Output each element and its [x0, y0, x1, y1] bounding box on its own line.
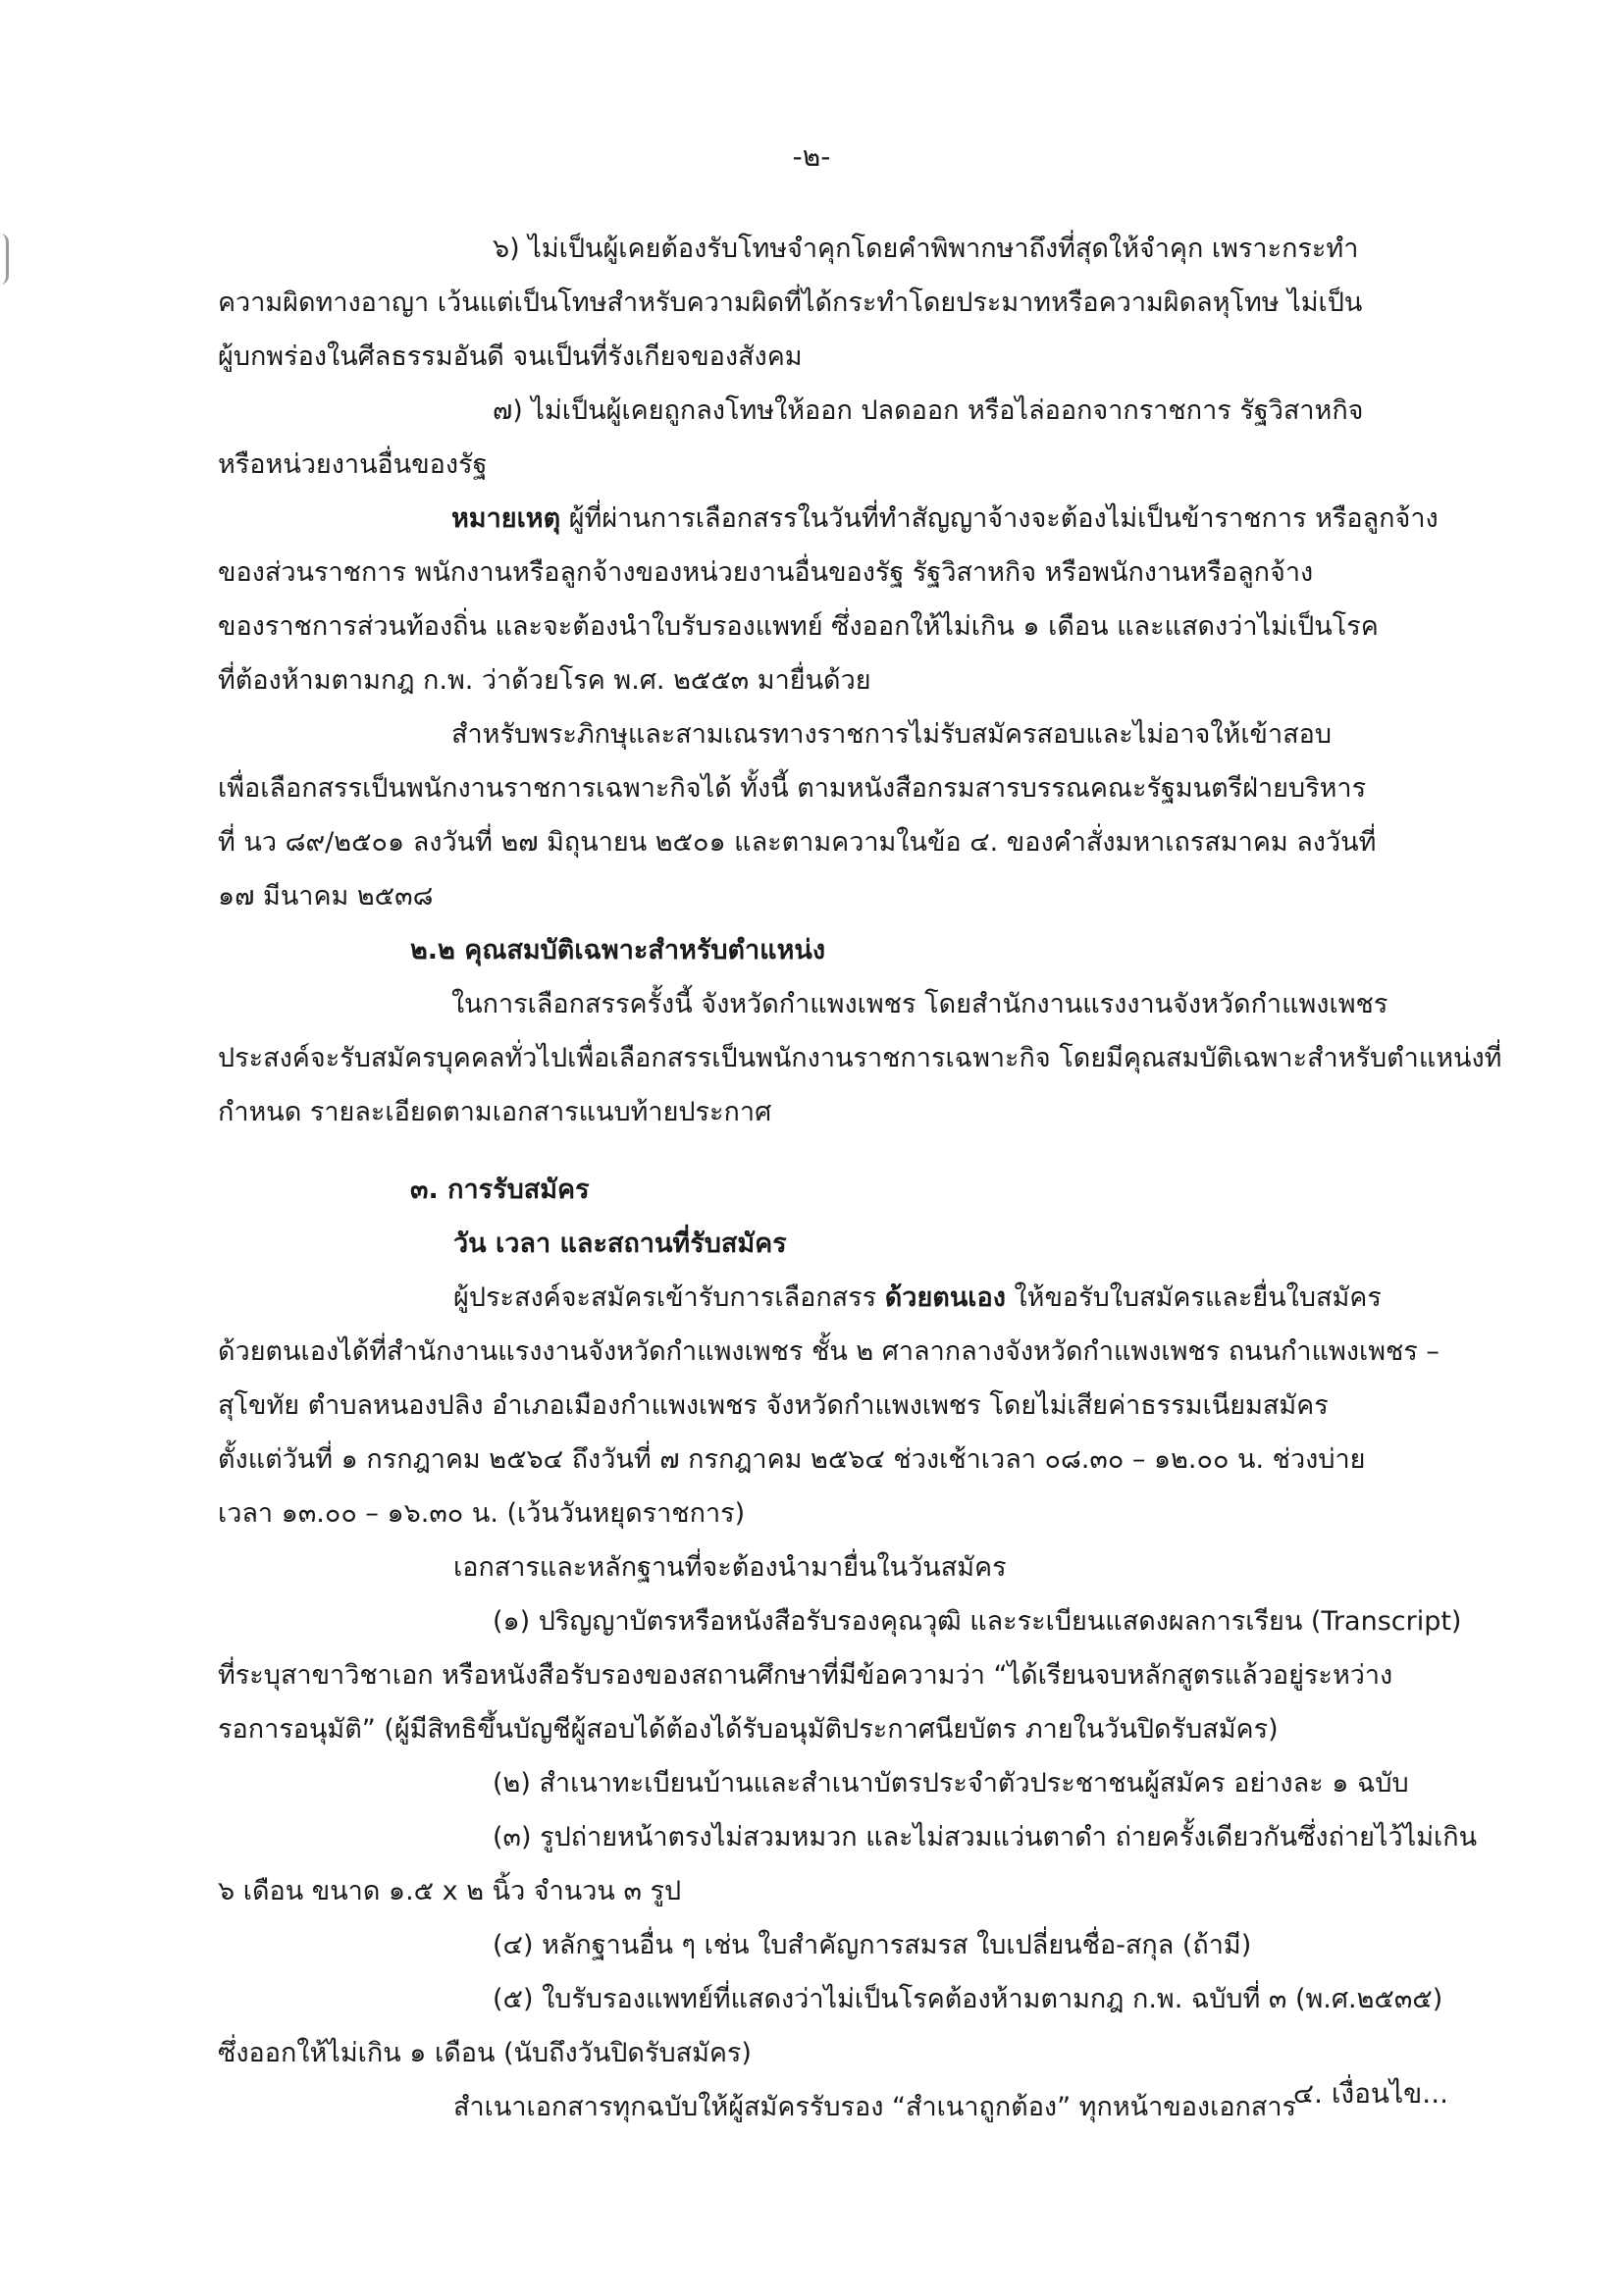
- document-item-2: (๒) สำเนาทะเบียนบ้านและสำเนาบัตรประจำตัวประชาชนผู้สมัคร อย่างละ ๑ ฉบับ: [493, 1768, 1409, 1799]
- document-item-3: (๓) รูปถ่ายหน้าตรงไม่สวมหมวก และไม่สวมแว่นตาดำ ถ่ายครั้งเดียวกันซึ่งถ่ายไว้ไม่เกิน: [493, 1822, 1478, 1852]
- text-line: ในการเลือกสรรครั้งนี้ จังหวัดกำแพงเพชร โดยสำนักงานแรงงานจังหวัดกำแพงเพชร: [451, 989, 1388, 1019]
- text-line: ของส่วนราชการ พนักงานหรือลูกจ้างของหน่วยงานอื่นของรัฐ รัฐวิสาหกิจ หรือพนักงานหรือลูกจ้าง: [218, 557, 1314, 588]
- text-line: เวลา ๑๓.๐๐ – ๑๖.๓๐ น. (เว้นวันหยุดราชการ): [218, 1498, 746, 1529]
- document-item-1: (๑) ปริญญาบัตรหรือหนังสือรับรองคุณวุฒิ และระเบียนแสดงผลการเรียน (Transcript): [493, 1606, 1462, 1637]
- section-subheading: วัน เวลา และสถานที่รับสมัคร: [453, 1228, 787, 1259]
- text-line: หรือหน่วยงานอื่นของรัฐ: [218, 449, 488, 480]
- text-line: ตั้งแต่วันที่ ๑ กรกฎาคม ๒๕๖๔ ถึงวันที่ ๗ กรกฎาคม ๒๕๖๔ ช่วงเช้าเวลา ๐๘.๓๐ – ๑๒.๐๐ น. ช่วงบ่าย: [218, 1444, 1366, 1475]
- text-line: ที่ นว ๘๙/๒๕๐๑ ลงวันที่ ๒๗ มิถุนายน ๒๕๐๑ และตามความในข้อ ๔. ของคำสั่งมหาเถรสมาคม ลงวันที่: [218, 827, 1377, 858]
- binding-mark: [0, 234, 9, 285]
- documents-intro: เอกสารและหลักฐานที่จะต้องนำมายื่นในวันสมัคร: [453, 1552, 1007, 1583]
- page-number: -๒-: [792, 140, 831, 173]
- text-line: ของราชการส่วนท้องถิ่น และจะต้องนำใบรับรองแพทย์ ซึ่งออกให้ไม่เกิน ๑ เดือน และแสดงว่าไม่เป็นโรค: [218, 611, 1379, 642]
- emphasis-text: ด้วยตนเอง: [884, 1282, 1006, 1313]
- text-line: [218, 492, 1449, 546]
- copy-certification-note: สำเนาเอกสารทุกฉบับให้ผู้สมัครรับรอง “สำเนาถูกต้อง” ทุกหน้าของเอกสาร: [453, 2092, 1297, 2122]
- text-line: ผู้บกพร่องในศีลธรรมอันดี จนเป็นที่รังเกียจของสังคม: [218, 341, 803, 372]
- remark-text: ผู้ที่ผ่านการเลือกสรรในวันที่ทำสัญญาจ้างจะต้องไม่เป็นข้าราชการ หรือลูกจ้าง: [560, 503, 1439, 534]
- text-segment: ผู้ประสงค์จะสมัครเข้ารับการเลือกสรร: [453, 1282, 885, 1313]
- text-line: ๑๗ มีนาคม ๒๕๓๘: [218, 881, 434, 912]
- text-line: ซึ่งออกให้ไม่เกิน ๑ เดือน (นับถึงวันปิดรับสมัคร): [218, 2038, 752, 2068]
- document-item-5: (๕) ใบรับรองแพทย์ที่แสดงว่าไม่เป็นโรคต้องห้ามตามกฎ ก.พ. ฉบับที่ ๓ (พ.ศ.๒๕๓๕): [493, 1984, 1443, 2014]
- text-line: รอการอนุมัติ” (ผู้มีสิทธิขึ้นบัญชีผู้สอบได้ต้องได้รับอนุมัติประกาศนียบัตร ภายในวันปิดรับสมัคร): [218, 1714, 1279, 1745]
- text-line: สุโขทัย ตำบลหนองปลิง อำเภอเมืองกำแพงเพชร จังหวัดกำแพงเพชร โดยไม่เสียค่าธรรมเนียมสมัคร: [218, 1390, 1329, 1421]
- section-heading: ๒.๒ คุณสมบัติเฉพาะสำหรับตำแหน่ง: [410, 935, 826, 965]
- text-line: ๗) ไม่เป็นผู้เคยถูกลงโทษให้ออก ปลดออก หรือไล่ออกจากราชการ รัฐวิสาหกิจ: [493, 395, 1364, 426]
- document-item-4: (๔) หลักฐานอื่น ๆ เช่น ใบสำคัญการสมรส ใบเปลี่ยนชื่อ-สกุล (ถ้ามี): [493, 1930, 1252, 1960]
- text-line: ความผิดทางอาญา เว้นแต่เป็นโทษสำหรับความผิดที่ได้กระทำโดยประมาทหรือความผิดลหุโทษ ไม่เป็น: [218, 287, 1363, 318]
- qualification-item-7: [218, 384, 1449, 492]
- text-line: ที่ต้องห้ามตามกฎ ก.พ. ว่าด้วยโรค พ.ศ. ๒๕๕๓ มายื่นด้วย: [218, 665, 871, 696]
- monks-paragraph: [218, 707, 1449, 923]
- text-line: ที่ระบุสาขาวิชาเอก หรือหนังสือรับรองของสถานศึกษาที่มีข้อความว่า “ได้เรียนจบหลักสูตรแล้วอยู่ระหว่าง: [218, 1660, 1393, 1691]
- text-line: เพื่อเลือกสรรเป็นพนักงานราชการเฉพาะกิจได้ ทั้งนี้ ตามหนังสือกรมสารบรรณคณะรัฐมนตรีฝ่ายบริหาร: [218, 773, 1367, 804]
- text-line: สำหรับพระภิกษุและสามเณรทางราชการไม่รับสมัครสอบและไม่อาจให้เข้าสอบ: [451, 719, 1333, 750]
- text-line: ด้วยตนเองได้ที่สำนักงานแรงงานจังหวัดกำแพงเพชร ชั้น ๒ ศาลากลางจังหวัดกำแพงเพชร ถนนกำแพงเพชร –: [218, 1336, 1440, 1367]
- remark-paragraph: [218, 492, 1449, 707]
- text-line: [218, 1271, 1449, 1325]
- text-line: ๖) ไม่เป็นผู้เคยต้องรับโทษจำคุกโดยคำพิพากษาถึงที่สุดให้จำคุก เพราะกระทำ: [493, 234, 1359, 264]
- qualification-item-6: [218, 222, 1449, 384]
- text-line: ประสงค์จะรับสมัครบุคคลทั่วไปเพื่อเลือกสรรเป็นพนักงานราชการเฉพาะกิจ โดยมีคุณสมบัติเฉพาะสำหรับตำแหน่งที่: [218, 1043, 1502, 1073]
- text-segment: ให้ขอรับใบสมัครและยื่นใบสมัคร: [1005, 1282, 1382, 1313]
- text-line: ๖ เดือน ขนาด ๑.๕ x ๒ นิ้ว จำนวน ๓ รูป: [218, 1876, 682, 1906]
- document-body: [218, 222, 1502, 2134]
- section-2-2: [218, 923, 1502, 1139]
- documents-list: [218, 1540, 1478, 2134]
- text-line: กำหนด รายละเอียดตามเอกสารแนบท้ายประกาศ: [218, 1097, 772, 1127]
- next-page-reference: ๔. เงื่อนไข...: [1292, 2077, 1448, 2110]
- section-heading: ๓. การรับสมัคร: [410, 1174, 590, 1205]
- section-3: [218, 1163, 1449, 1540]
- remark-label: หมายเหตุ: [451, 503, 561, 534]
